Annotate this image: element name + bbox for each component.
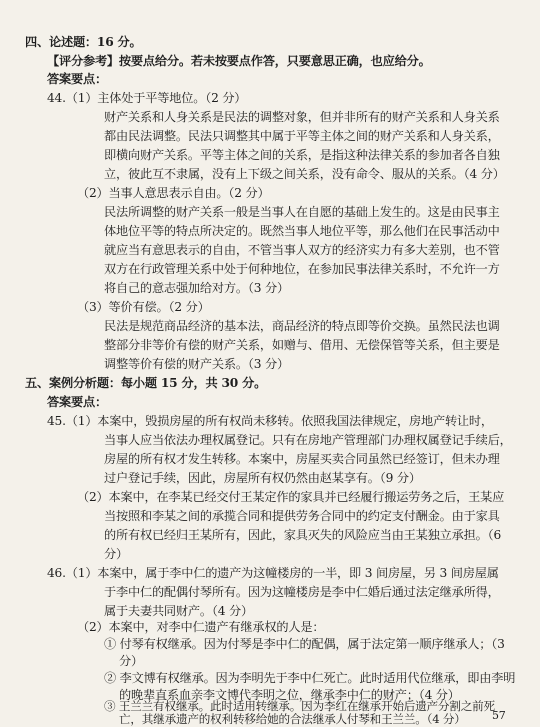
paragraph-line: 于李中仁的配偶付琴所有。因为这幢楼房是李中仁婚后通过法定继承所得， bbox=[104, 585, 500, 599]
q45-point-1: 45.（1）本案中，毁损房屋的所有权尚未移转。依照我国法律规定，房地产转让时， bbox=[47, 414, 493, 428]
paragraph-line: 立，彼此互不隶属，没有上下级之间关系，没有命令、服从的关系。（4 分） bbox=[104, 167, 505, 181]
list-item-heir-2: ② 李文博有权继承。因为李明先于李中仁死亡。此时适用代位继承，即由李明 bbox=[104, 671, 516, 685]
paragraph-line: 民法所调整的财产关系一般是当事人在自愿的基础上发生的。这是由民事主 bbox=[104, 205, 500, 219]
paragraph-line: 体地位平等的特点所决定的。既然当事人地位平等，那么他们在民事活动中 bbox=[104, 224, 500, 238]
q46-point-2: （2）本案中，对李中仁遗产有继承权的人是： bbox=[77, 620, 325, 634]
paragraph-line: 亡，其继承遗产的权利转移给她的合法继承人付琴和王兰兰。（4 分） bbox=[119, 712, 466, 726]
paragraph-line: 整部分非等价有偿的财产关系，如赠与、借用、无偿保管等关系，但主要是 bbox=[104, 338, 500, 352]
answer-points-label: 答案要点： bbox=[47, 72, 107, 86]
q44-point-2: （2）当事人意思表示自由。（2 分） bbox=[77, 186, 270, 200]
paragraph-line: 民法是规范商品经济的基本法，商品经济的特点即等价交换。虽然民法也调 bbox=[104, 319, 500, 333]
paragraph-line: 分） bbox=[119, 654, 143, 668]
paragraph-line: 当事人应当依法办理权属登记。只有在房地产管理部门办理权属登记手续后， bbox=[104, 433, 512, 447]
paragraph-line: 分） bbox=[104, 547, 128, 561]
list-item-heir-3: ③ 王兰兰有权继承。此时适用转继承。因为李红在继承开始后遗产分割之前死 bbox=[104, 699, 495, 713]
q46-point-1: 46.（1）本案中，属于李中仁的遗产为这幢楼房的一半，即 3 间房屋，另 3 间房屋属 bbox=[47, 566, 499, 580]
section-heading-essay: 四、论述题：16 分。 bbox=[25, 35, 142, 49]
paragraph-line: 的晚辈直系血亲李文博代李明之位，继承李中仁的财产；（4 分） bbox=[119, 688, 460, 702]
scoring-reference-note: 【评分参考】按要点给分。若未按要点作答，只要意思正确，也应给分。 bbox=[47, 54, 431, 68]
q44-point-3: （3）等价有偿。（2 分） bbox=[77, 300, 210, 314]
answer-points-label: 答案要点： bbox=[47, 395, 107, 409]
page-number: 57 bbox=[492, 709, 506, 722]
q45-point-2: （2）本案中，在李某已经交付王某定作的家具并已经履行搬运劳务之后，王某应 bbox=[77, 490, 505, 504]
paragraph-line: 即横向财产关系。平等主体之间的关系，是指这种法律关系的参加者各自独 bbox=[104, 148, 500, 162]
list-item-heir-1: ① 付琴有权继承。因为付琴是李中仁的配偶，属于法定第一顺序继承人；（3 bbox=[104, 637, 505, 651]
paragraph-line: 调整等价有偿的财产关系。（3 分） bbox=[104, 357, 289, 371]
paragraph-line: 就应当有意思表示的自由，不管当事人双方的经济实力有多大差别，也不管 bbox=[104, 243, 500, 257]
paragraph-line: 房屋的所有权才发生转移。本案中，房屋买卖合同虽然已经签订，但未办理 bbox=[104, 452, 500, 466]
paragraph-line: 属于夫妻共同财产。（4 分） bbox=[104, 604, 253, 618]
paragraph-line: 当按照和李某之间的承揽合同和提供劳务合同中的约定支付酬金。由于家具 bbox=[104, 509, 500, 523]
paragraph-line: 的所有权已经归王某所有，因此，家具灭失的风险应当由王某独立承担。（6 bbox=[104, 528, 502, 542]
q44-point-1: 44.（1）主体处于平等地位。（2 分） bbox=[47, 91, 247, 105]
paragraph-line: 财产关系和人身关系是民法的调整对象，但并非所有的财产关系和人身关系 bbox=[104, 110, 500, 124]
paragraph-line: 双方在行政管理关系中处于何种地位，在参加民事法律关系时，不允许一方 bbox=[104, 262, 500, 276]
paragraph-line: 将自己的意志强加给对方。（3 分） bbox=[104, 281, 289, 295]
paragraph-line: 过户登记手续，因此，房屋所有权仍然由赵某享有。（9 分） bbox=[104, 471, 421, 485]
section-heading-case-analysis: 五、案例分析题：每小题 15 分，共 30 分。 bbox=[25, 376, 267, 390]
paragraph-line: 都由民法调整。民法只调整其中属于平等主体之间的财产关系和人身关系， bbox=[104, 129, 500, 143]
